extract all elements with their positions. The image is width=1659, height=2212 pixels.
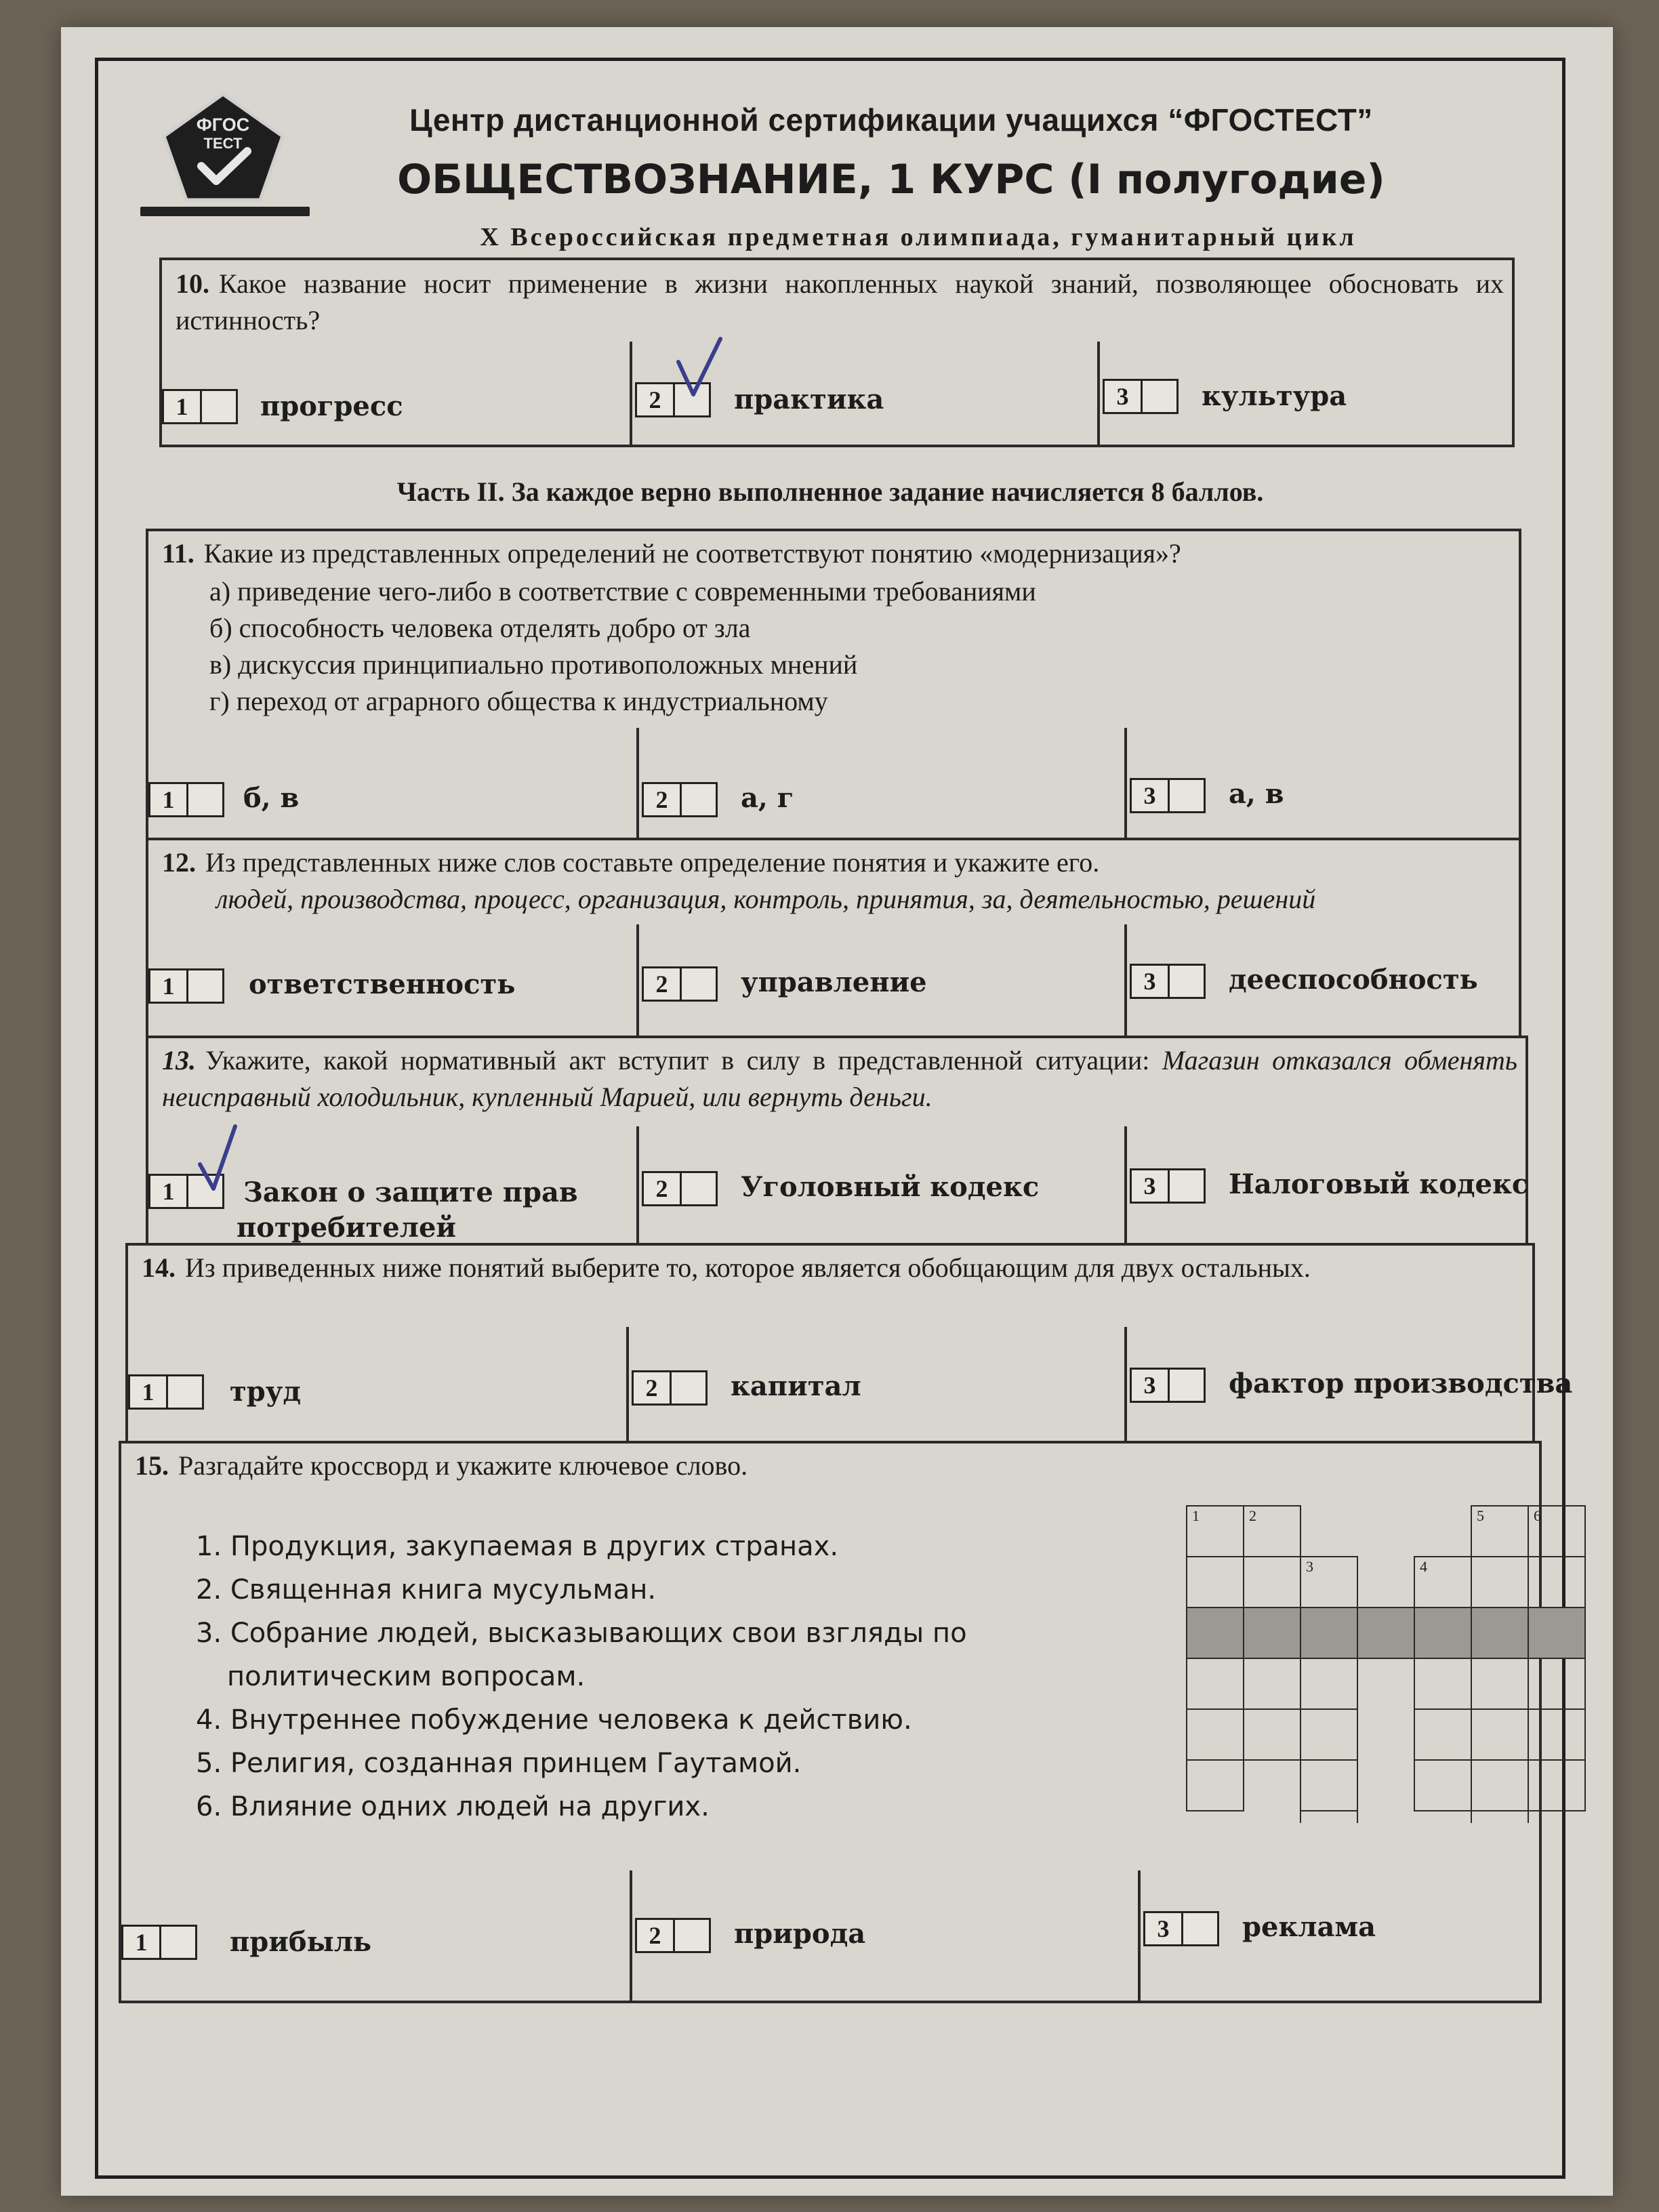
answer-box[interactable]: 3 [1130,778,1206,813]
option-label: ответственность [249,968,516,1000]
handwritten-check-icon [673,335,727,403]
answer-options [148,924,1519,1038]
logo-text-line1: ФГОС [196,115,250,135]
crossword-clues [196,1525,967,1828]
option-1[interactable] [148,1126,636,1246]
question-13 [146,1036,1528,1246]
option-label: б, в [243,782,300,814]
option-label: прибыль [230,1926,372,1958]
fgos-test-logo [140,91,310,227]
crossword-key-cell[interactable] [1187,1607,1244,1658]
answer-box[interactable]: 1 [128,1374,204,1410]
answer-box[interactable]: 2 [632,1370,708,1406]
crossword-key-cell[interactable] [1414,1607,1471,1658]
option-1[interactable] [162,342,630,445]
clue-item: 1. Продукция, закупаемая в других странах. [196,1531,839,1562]
answer-box[interactable]: 3 [1103,379,1179,414]
question-text: Какие из представленных определений не соответствуют понятию «модернизация»? [203,538,1181,569]
option-label: практика [734,384,884,415]
option-2[interactable] [630,342,1100,445]
clue-item: политическим вопросам. [227,1661,586,1692]
option-2[interactable] [626,1327,1127,1443]
logo-text-line2: ТЕСТ [203,135,243,152]
crossword-cell[interactable] [1528,1760,1585,1811]
worksheet-page [61,27,1613,2196]
crossword-number: 2 [1249,1507,1256,1524]
answer-box[interactable]: 1 [148,782,224,817]
list-item: г) переход от аграрного общества к индустриальному [209,686,828,716]
answer-box[interactable]: 3 [1130,1368,1206,1403]
crossword-cell[interactable] [1414,1760,1471,1811]
crossword-key-cell[interactable] [1300,1607,1357,1658]
option-3[interactable] [1124,1126,1528,1246]
crossword-key-cell[interactable] [1244,1607,1300,1658]
question-number: 11. [162,538,194,569]
option-label: дееспособность [1229,964,1478,996]
crossword-cell[interactable] [1244,1709,1300,1760]
option-2[interactable] [636,728,1127,840]
answer-box[interactable]: 2 [642,1171,718,1206]
question-12-words [216,881,1517,918]
crossword-number: 4 [1420,1558,1427,1575]
question-number: 10. [176,268,209,299]
option-label: управление [741,966,927,998]
option-2[interactable] [636,1126,1127,1246]
crossword-cell[interactable] [1528,1709,1585,1760]
crossword-number: 1 [1192,1507,1200,1524]
option-label: прогресс [260,390,403,422]
crossword-key-cell[interactable] [1528,1607,1585,1658]
answer-box[interactable]: 2 [642,782,718,817]
crossword-cell[interactable] [1187,1658,1244,1709]
question-number: 15. [135,1450,169,1481]
crossword-cell[interactable] [1244,1557,1300,1607]
option-label: природа [734,1918,866,1950]
question-11 [146,529,1521,840]
handwritten-check-icon [196,1124,243,1191]
option-3[interactable] [1138,1870,1542,2003]
question-15-text [135,1448,1490,1484]
question-12-text [162,844,1511,881]
option-3[interactable] [1124,728,1521,840]
option-1[interactable] [148,728,636,840]
crossword-cell[interactable] [1300,1760,1357,1811]
answer-box[interactable]: 3 [1130,964,1206,999]
answer-options [121,1870,1539,2003]
option-label: а, в [1229,778,1284,810]
center-title: Центр дистанционной сертификации учащихся “ФГОСТЕСТ” [409,102,1373,138]
answer-options [148,1126,1529,1246]
subject-title: ОБЩЕСТВОЗНАНИЕ, 1 КУРС (I полугодие) [397,156,1385,203]
option-label: Закон о защите прав потребителей [237,1176,578,1244]
list-item: в) дискуссия принципиально противоположных мнений [209,649,858,680]
question-12 [146,838,1521,1038]
option-label: труд [230,1376,302,1408]
option-label: а, г [741,782,794,814]
answer-box[interactable]: 3 [1130,1168,1206,1204]
question-14 [125,1243,1573,1443]
situation-text: Магазин отказался обменять неисправный холодильник, купленный Марией, или вернуть деньги. [162,1045,1518,1112]
crossword-number: 6 [1534,1507,1541,1524]
crossword-number: 3 [1306,1558,1313,1575]
crossword-cell[interactable] [1471,1811,1528,1823]
crossword-cell[interactable] [1300,1658,1357,1709]
question-15 [119,1441,1542,2003]
crossword-cell[interactable] [1471,1760,1528,1811]
crossword-cell[interactable] [1244,1658,1300,1709]
crossword-number: 5 [1477,1507,1484,1524]
logo-band [140,207,310,216]
clue-item: 4. Внутреннее побуждение человека к действию. [196,1704,912,1736]
option-2[interactable] [630,1870,1141,2003]
option-label: Налоговый кодекс [1229,1168,1529,1200]
answer-box[interactable]: 2 [642,966,718,1002]
worksheet-frame [95,58,1573,2179]
question-number: 14. [142,1252,176,1283]
answer-box[interactable]: 2 [635,382,711,417]
clue-item: 5. Религия, созданная принцем Гаутамой. [196,1748,802,1779]
crossword-key-cell[interactable] [1471,1607,1528,1658]
crossword-cell[interactable] [1471,1557,1528,1607]
crossword-cell[interactable] [1471,1658,1528,1709]
answer-options [162,342,1512,445]
question-text: Укажите, какой нормативный акт вступит в силу в представленной ситуации: [205,1045,1150,1076]
question-text: Из представленных ниже слов составьте определение понятия и укажите его. [205,847,1100,878]
answer-options [128,1327,1573,1443]
question-number: 12. [162,847,196,878]
option-1[interactable] [128,1327,626,1443]
crossword-key-cell[interactable] [1357,1607,1414,1658]
crossword-cell[interactable] [1414,1709,1471,1760]
answer-box[interactable]: 2 [635,1918,711,1953]
answer-box[interactable]: 3 [1143,1911,1219,1946]
option-3[interactable] [1124,1327,1573,1443]
option-3[interactable] [1124,924,1521,1038]
clue-item: 6. Влияние одних людей на других. [196,1791,710,1822]
option-1[interactable] [148,924,636,1038]
option-label: капитал [731,1370,861,1402]
option-2[interactable] [636,924,1127,1038]
list-item: а) приведение чего-либо в соответствие с современными требованиями [209,576,1036,607]
question-text: Из приведенных ниже понятий выберите то, которое является обобщающим для двух остальных. [185,1252,1311,1283]
clue-item: 2. Священная книга мусульман. [196,1574,657,1605]
option-label: культура [1202,380,1347,412]
crossword-cell[interactable] [1300,1811,1357,1823]
logo-pentagon-icon [161,91,286,203]
answer-box[interactable]: 1 [162,389,238,424]
question-11-text [162,535,1511,572]
crossword-cell[interactable] [1187,1557,1244,1607]
crossword-cell[interactable] [1414,1658,1471,1709]
crossword-cell[interactable] [1187,1760,1244,1811]
question-text: Какое название носит применение в жизни накопленных наукой знаний, позволяющее обосновать их истинность? [176,268,1504,335]
crossword-grid[interactable] [1185,1504,1605,1823]
question-10-text [176,266,1504,339]
option-label: Уголовный кодекс [741,1171,1040,1203]
olympiad-title: X Всероссийская предметная олимпиада, гуманитарный цикл [480,223,1357,251]
question-10 [159,258,1515,447]
crossword-cell[interactable] [1300,1709,1357,1760]
word-list: людей, производства, процесс, организация, контроль, принятия, за, деятельностью, решений [216,884,1316,914]
clue-item: 3. Собрание людей, высказывающих свои взгляды по [196,1618,967,1649]
header [98,61,1562,251]
question-14-text [142,1250,1524,1286]
option-1[interactable] [121,1870,630,2003]
option-label: фактор производства [1229,1368,1573,1399]
answer-box[interactable]: 1 [148,1174,224,1209]
option-label: реклама [1242,1911,1376,1943]
crossword-cell[interactable] [1471,1709,1528,1760]
part-2-heading: Часть II. За каждое верно выполненное задание начисляется 8 баллов. [396,476,1264,507]
answer-box[interactable]: 1 [121,1925,197,1960]
crossword-cell[interactable] [1528,1557,1585,1607]
answer-box[interactable]: 1 [148,968,224,1004]
answer-options [148,728,1519,840]
question-13-text [162,1042,1517,1115]
question-11-items [209,573,1036,720]
crossword-cell[interactable] [1187,1709,1244,1760]
crossword-cell[interactable] [1528,1658,1585,1709]
question-number: 13. [162,1045,196,1076]
option-3[interactable] [1097,342,1515,445]
question-text: Разгадайте кроссворд и укажите ключевое слово. [178,1450,748,1481]
list-item: б) способность человека отделять добро от зла [209,613,751,643]
